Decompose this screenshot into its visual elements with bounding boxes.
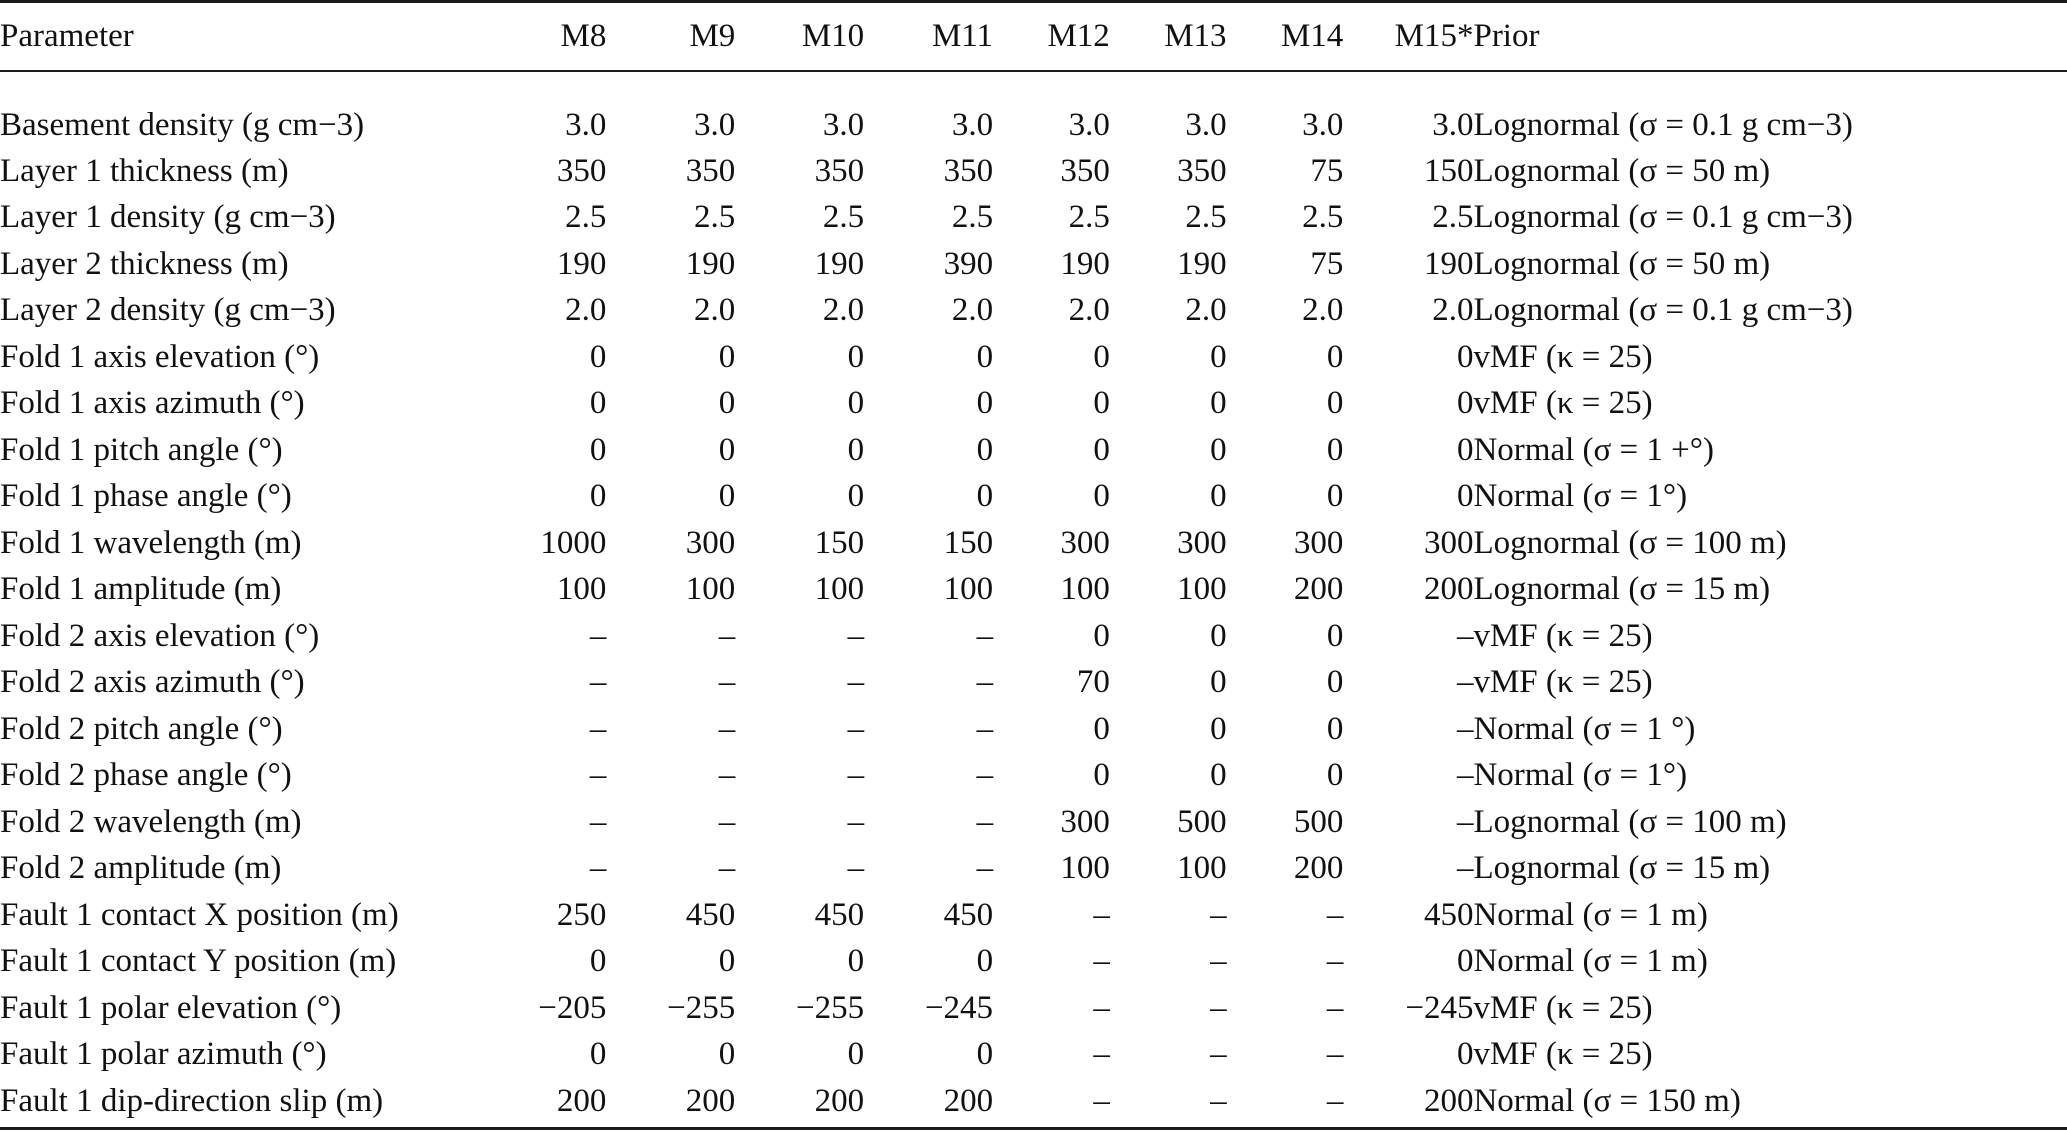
cell-m8: 350 xyxy=(556,152,607,189)
cell-parameter: Fold 2 axis elevation (°) xyxy=(0,617,320,654)
table-row xyxy=(0,520,2067,567)
table-row xyxy=(0,799,2067,846)
cell-parameter: Fold 1 axis elevation (°) xyxy=(0,338,320,375)
cell-m14: 200 xyxy=(1293,571,1344,608)
cell-m10: – xyxy=(847,803,865,840)
cell-m9: – xyxy=(718,803,736,840)
cell-parameter: Fold 2 amplitude (m) xyxy=(0,850,282,887)
header-m11: M11 xyxy=(931,17,994,54)
cell-m8: 0 xyxy=(589,338,607,375)
table-row xyxy=(0,334,2067,381)
cell-m14: 75 xyxy=(1310,152,1344,189)
cell-m12: 0 xyxy=(1093,757,1110,794)
cell-m15: – xyxy=(1456,710,1474,747)
cell-m12: – xyxy=(1093,943,1110,980)
cell-m11: 0 xyxy=(976,385,994,422)
cell-m10: – xyxy=(847,757,865,794)
cell-m13: 350 xyxy=(1177,152,1227,189)
table-row xyxy=(0,72,2067,148)
cell-m10: – xyxy=(847,850,865,887)
cell-m8: 200 xyxy=(556,1082,607,1119)
cell-m11: 450 xyxy=(943,896,994,933)
cell-m15: – xyxy=(1456,803,1474,840)
table-row xyxy=(0,288,2067,335)
cell-m11: 350 xyxy=(943,152,994,189)
cell-m8: 0 xyxy=(589,431,607,468)
cell-m13: 3.0 xyxy=(1185,107,1227,143)
cell-prior: Lognormal (σ = 50 m) xyxy=(1473,152,1771,189)
cell-m13: 2.0 xyxy=(1185,292,1227,329)
cell-m11: – xyxy=(976,803,994,840)
cell-m14: – xyxy=(1326,1082,1344,1119)
header-m10: M10 xyxy=(801,17,865,54)
cell-m15: – xyxy=(1456,617,1474,654)
cell-m14: 75 xyxy=(1310,245,1344,282)
cell-m15: −245 xyxy=(1405,989,1474,1026)
cell-m15: 0 xyxy=(1456,1036,1474,1073)
cell-m14: – xyxy=(1326,1036,1344,1073)
cell-prior: Normal (σ = 1 +°) xyxy=(1473,431,1714,468)
cell-m13: 0 xyxy=(1210,757,1227,794)
table-row xyxy=(0,474,2067,521)
table-row xyxy=(0,241,2067,288)
cell-m8: – xyxy=(589,617,607,654)
cell-parameter: Fault 1 polar azimuth (°) xyxy=(0,1036,327,1073)
cell-m15: 190 xyxy=(1423,245,1474,282)
cell-m8: 190 xyxy=(556,245,607,282)
cell-m15: 0 xyxy=(1456,338,1474,375)
cell-m14: 0 xyxy=(1326,664,1344,701)
cell-m13: – xyxy=(1210,1082,1227,1119)
cell-m12: – xyxy=(1093,896,1110,933)
cell-prior: Normal (σ = 150 m) xyxy=(1473,1082,1741,1119)
cell-m9: 0 xyxy=(718,478,736,515)
cell-m8: −205 xyxy=(538,989,607,1026)
cell-prior: Lognormal (σ = 0.1 g cm−3) xyxy=(1473,292,1853,329)
cell-m11: 0 xyxy=(976,1036,994,1073)
cell-m12: 0 xyxy=(1093,478,1110,515)
cell-m15: – xyxy=(1456,757,1474,794)
cell-parameter: Layer 1 thickness (m) xyxy=(0,152,289,189)
cell-m9: 3.0 xyxy=(694,107,736,143)
cell-m8: – xyxy=(589,664,607,701)
header-m14: M14 xyxy=(1280,17,1344,54)
cell-m9: 100 xyxy=(685,571,736,608)
cell-m10: 0 xyxy=(847,431,865,468)
cell-m13: 0 xyxy=(1210,385,1227,422)
table-row xyxy=(0,753,2067,800)
cell-m13: 0 xyxy=(1210,338,1227,375)
cell-m8: 250 xyxy=(556,896,607,933)
cell-parameter: Fold 1 pitch angle (°) xyxy=(0,431,283,468)
cell-m12: – xyxy=(1093,989,1110,1026)
cell-prior: vMF (κ = 25) xyxy=(1473,664,1653,701)
cell-m11: −245 xyxy=(924,989,994,1026)
table-row xyxy=(0,939,2067,986)
cell-m13: 0 xyxy=(1210,664,1227,701)
cell-m9: – xyxy=(718,664,736,701)
table-body xyxy=(0,72,2067,1125)
cell-m14: 2.5 xyxy=(1302,199,1344,236)
cell-prior: Lognormal (σ = 0.1 g cm−3) xyxy=(1473,107,1853,143)
header-m12: M12 xyxy=(1047,17,1110,54)
header-m9: M9 xyxy=(689,17,736,54)
cell-m11: 0 xyxy=(976,338,994,375)
cell-m13: 100 xyxy=(1177,850,1227,887)
cell-m10: −255 xyxy=(796,989,865,1026)
cell-m14: 0 xyxy=(1326,478,1344,515)
cell-m13: 190 xyxy=(1177,245,1227,282)
cell-m10: 200 xyxy=(814,1082,865,1119)
header-m13: M13 xyxy=(1164,17,1227,54)
cell-prior: Lognormal (σ = 100 m) xyxy=(1473,524,1787,561)
cell-m14: 2.0 xyxy=(1302,292,1344,329)
cell-prior: Lognormal (σ = 0.1 g cm−3) xyxy=(1473,199,1853,236)
cell-m13: 500 xyxy=(1177,803,1227,840)
table-row xyxy=(0,381,2067,428)
header-m8: M8 xyxy=(560,17,607,54)
cell-parameter: Fault 1 polar elevation (°) xyxy=(0,989,342,1026)
cell-m12: 70 xyxy=(1076,664,1110,701)
cell-m13: – xyxy=(1210,896,1227,933)
cell-m10: 3.0 xyxy=(822,107,865,143)
cell-m13: 0 xyxy=(1210,478,1227,515)
cell-m10: 2.5 xyxy=(822,199,865,236)
cell-m11: 3.0 xyxy=(951,107,994,143)
cell-m13: 2.5 xyxy=(1185,199,1227,236)
cell-m12: 190 xyxy=(1060,245,1110,282)
cell-m10: – xyxy=(847,617,865,654)
cell-m9: 0 xyxy=(718,1036,736,1073)
cell-prior: Lognormal (σ = 50 m) xyxy=(1473,245,1771,282)
cell-prior: Normal (σ = 1°) xyxy=(1473,478,1688,515)
cell-m13: 0 xyxy=(1210,617,1227,654)
header-m15: M15* xyxy=(1394,17,1474,54)
cell-m13: 0 xyxy=(1210,431,1227,468)
cell-parameter: Layer 1 density (g cm−3) xyxy=(0,199,336,236)
cell-m12: – xyxy=(1093,1036,1110,1073)
cell-parameter: Fold 2 axis azimuth (°) xyxy=(0,664,305,701)
cell-m13: – xyxy=(1210,943,1227,980)
cell-m11: 2.0 xyxy=(951,292,994,329)
cell-m8: 0 xyxy=(589,385,607,422)
cell-m12: 0 xyxy=(1093,710,1110,747)
cell-parameter: Fold 2 wavelength (m) xyxy=(0,803,302,840)
cell-parameter: Layer 2 thickness (m) xyxy=(0,245,289,282)
cell-m11: 0 xyxy=(976,431,994,468)
cell-m15: 150 xyxy=(1423,152,1474,189)
cell-m15: 200 xyxy=(1423,1082,1474,1119)
table-row xyxy=(0,427,2067,474)
table-row xyxy=(0,148,2067,195)
cell-m8: 100 xyxy=(556,571,607,608)
cell-prior: Normal (σ = 1 °) xyxy=(1473,710,1696,747)
cell-m9: 2.0 xyxy=(694,292,736,329)
cell-parameter: Basement density (g cm−3) xyxy=(0,107,365,143)
cell-parameter: Fold 1 amplitude (m) xyxy=(0,571,282,608)
cell-m13: 0 xyxy=(1210,710,1227,747)
cell-m11: – xyxy=(976,617,994,654)
cell-m12: 100 xyxy=(1060,850,1110,887)
cell-m10: 0 xyxy=(847,1036,865,1073)
cell-m10: 450 xyxy=(814,896,865,933)
cell-prior: vMF (κ = 25) xyxy=(1473,989,1653,1026)
cell-m14: 0 xyxy=(1326,431,1344,468)
table-row xyxy=(0,567,2067,614)
table-row xyxy=(0,660,2067,707)
cell-m14: 0 xyxy=(1326,338,1344,375)
cell-prior: Lognormal (σ = 15 m) xyxy=(1473,850,1771,887)
cell-m8: – xyxy=(589,850,607,887)
cell-parameter: Fold 1 phase angle (°) xyxy=(0,478,292,515)
cell-m15: 300 xyxy=(1423,524,1474,561)
cell-m10: 100 xyxy=(814,571,865,608)
cell-m8: 0 xyxy=(589,1036,607,1073)
cell-m9: 0 xyxy=(718,338,736,375)
cell-m11: – xyxy=(976,850,994,887)
cell-prior: Lognormal (σ = 15 m) xyxy=(1473,571,1771,608)
cell-prior: Lognormal (σ = 100 m) xyxy=(1473,803,1787,840)
cell-m10: 350 xyxy=(814,152,865,189)
cell-m8: 1000 xyxy=(540,524,607,561)
cell-m10: 2.0 xyxy=(822,292,865,329)
cell-m11: – xyxy=(976,710,994,747)
cell-prior: Normal (σ = 1°) xyxy=(1473,757,1688,794)
cell-m14: 500 xyxy=(1293,803,1344,840)
cell-m15: 450 xyxy=(1423,896,1474,933)
cell-m9: −255 xyxy=(667,989,736,1026)
cell-m14: – xyxy=(1326,896,1344,933)
table-row xyxy=(0,985,2067,1032)
cell-prior: vMF (κ = 25) xyxy=(1473,617,1653,654)
cell-m11: 390 xyxy=(943,245,994,282)
cell-m9: – xyxy=(718,710,736,747)
cell-m15: – xyxy=(1456,664,1474,701)
cell-m10: 190 xyxy=(814,245,865,282)
cell-m10: 0 xyxy=(847,338,865,375)
cell-prior: Normal (σ = 1 m) xyxy=(1473,896,1708,933)
cell-m11: 200 xyxy=(943,1082,994,1119)
cell-m11: 150 xyxy=(943,524,994,561)
cell-m9: 0 xyxy=(718,385,736,422)
cell-m13: – xyxy=(1210,989,1227,1026)
cell-m11: 2.5 xyxy=(951,199,994,236)
cell-m12: 3.0 xyxy=(1068,107,1110,143)
cell-m14: 0 xyxy=(1326,710,1344,747)
cell-m10: – xyxy=(847,710,865,747)
header-row xyxy=(0,0,2067,72)
cell-m9: 200 xyxy=(685,1082,736,1119)
cell-m14: 0 xyxy=(1326,385,1344,422)
cell-m8: 0 xyxy=(589,943,607,980)
table-row xyxy=(0,195,2067,242)
cell-m10: 0 xyxy=(847,385,865,422)
cell-m15: 3.0 xyxy=(1432,107,1474,143)
table-row xyxy=(0,706,2067,753)
cell-m11: 0 xyxy=(976,478,994,515)
cell-m13: – xyxy=(1210,1036,1227,1073)
cell-m13: 300 xyxy=(1177,524,1227,561)
table-row xyxy=(0,892,2067,939)
cell-m12: 0 xyxy=(1093,431,1110,468)
cell-m11: – xyxy=(976,664,994,701)
cell-prior: vMF (κ = 25) xyxy=(1473,338,1653,375)
cell-m12: 2.5 xyxy=(1068,199,1110,236)
cell-m15: 0 xyxy=(1456,385,1474,422)
cell-m12: 300 xyxy=(1060,803,1110,840)
cell-m9: 0 xyxy=(718,943,736,980)
cell-m12: 350 xyxy=(1060,152,1110,189)
cell-m14: 0 xyxy=(1326,757,1344,794)
cell-m8: 0 xyxy=(589,478,607,515)
cell-m9: 2.5 xyxy=(694,199,736,236)
cell-m11: – xyxy=(976,757,994,794)
cell-m12: 0 xyxy=(1093,338,1110,375)
cell-m12: – xyxy=(1093,1082,1110,1119)
cell-m15: 0 xyxy=(1456,478,1474,515)
cell-m14: – xyxy=(1326,943,1344,980)
cell-m9: 450 xyxy=(685,896,736,933)
cell-m12: 0 xyxy=(1093,385,1110,422)
cell-m14: 300 xyxy=(1293,524,1344,561)
cell-m9: – xyxy=(718,850,736,887)
cell-m12: 0 xyxy=(1093,617,1110,654)
cell-parameter: Fold 1 axis azimuth (°) xyxy=(0,385,305,422)
cell-parameter: Fold 2 phase angle (°) xyxy=(0,757,292,794)
table-row xyxy=(0,846,2067,893)
cell-m9: 300 xyxy=(685,524,736,561)
table-row xyxy=(0,613,2067,660)
cell-m8: 3.0 xyxy=(565,107,607,143)
header-parameter: Parameter xyxy=(0,17,134,54)
table-row xyxy=(0,1078,2067,1125)
cell-m14: – xyxy=(1326,989,1344,1026)
cell-m9: 0 xyxy=(718,431,736,468)
cell-m15: 2.5 xyxy=(1432,199,1474,236)
cell-m9: – xyxy=(718,617,736,654)
bottom-rule xyxy=(0,1127,2067,1130)
cell-m8: – xyxy=(589,757,607,794)
cell-m10: 150 xyxy=(814,524,865,561)
cell-parameter: Layer 2 density (g cm−3) xyxy=(0,292,336,329)
cell-m8: – xyxy=(589,710,607,747)
cell-m15: – xyxy=(1456,850,1474,887)
cell-parameter: Fault 1 contact X position (m) xyxy=(0,896,399,933)
table-row xyxy=(0,1032,2067,1079)
cell-m10: 0 xyxy=(847,478,865,515)
cell-m13: 100 xyxy=(1177,571,1227,608)
cell-parameter: Fault 1 dip-direction slip (m) xyxy=(0,1082,384,1119)
cell-m8: – xyxy=(589,803,607,840)
cell-m9: 350 xyxy=(685,152,736,189)
cell-parameter: Fault 1 contact Y position (m) xyxy=(0,943,397,980)
cell-m9: – xyxy=(718,757,736,794)
cell-m10: 0 xyxy=(847,943,865,980)
cell-m15: 200 xyxy=(1423,571,1474,608)
cell-m12: 100 xyxy=(1060,571,1110,608)
cell-m12: 2.0 xyxy=(1068,292,1110,329)
cell-m15: 0 xyxy=(1456,943,1474,980)
cell-m14: 200 xyxy=(1293,850,1344,887)
cell-prior: vMF (κ = 25) xyxy=(1473,1036,1653,1073)
cell-prior: vMF (κ = 25) xyxy=(1473,385,1653,422)
cell-m11: 0 xyxy=(976,943,994,980)
cell-prior: Normal (σ = 1 m) xyxy=(1473,943,1708,980)
header-prior: Prior xyxy=(1473,17,1540,54)
cell-m10: – xyxy=(847,664,865,701)
cell-m14: 3.0 xyxy=(1302,107,1344,143)
cell-m8: 2.0 xyxy=(565,292,607,329)
cell-m15: 2.0 xyxy=(1432,292,1474,329)
cell-m8: 2.5 xyxy=(565,199,607,236)
cell-m9: 190 xyxy=(685,245,736,282)
cell-m11: 100 xyxy=(943,571,994,608)
cell-parameter: Fold 2 pitch angle (°) xyxy=(0,710,283,747)
cell-parameter: Fold 1 wavelength (m) xyxy=(0,524,302,561)
cell-m12: 300 xyxy=(1060,524,1110,561)
cell-m15: 0 xyxy=(1456,431,1474,468)
cell-m14: 0 xyxy=(1326,617,1344,654)
